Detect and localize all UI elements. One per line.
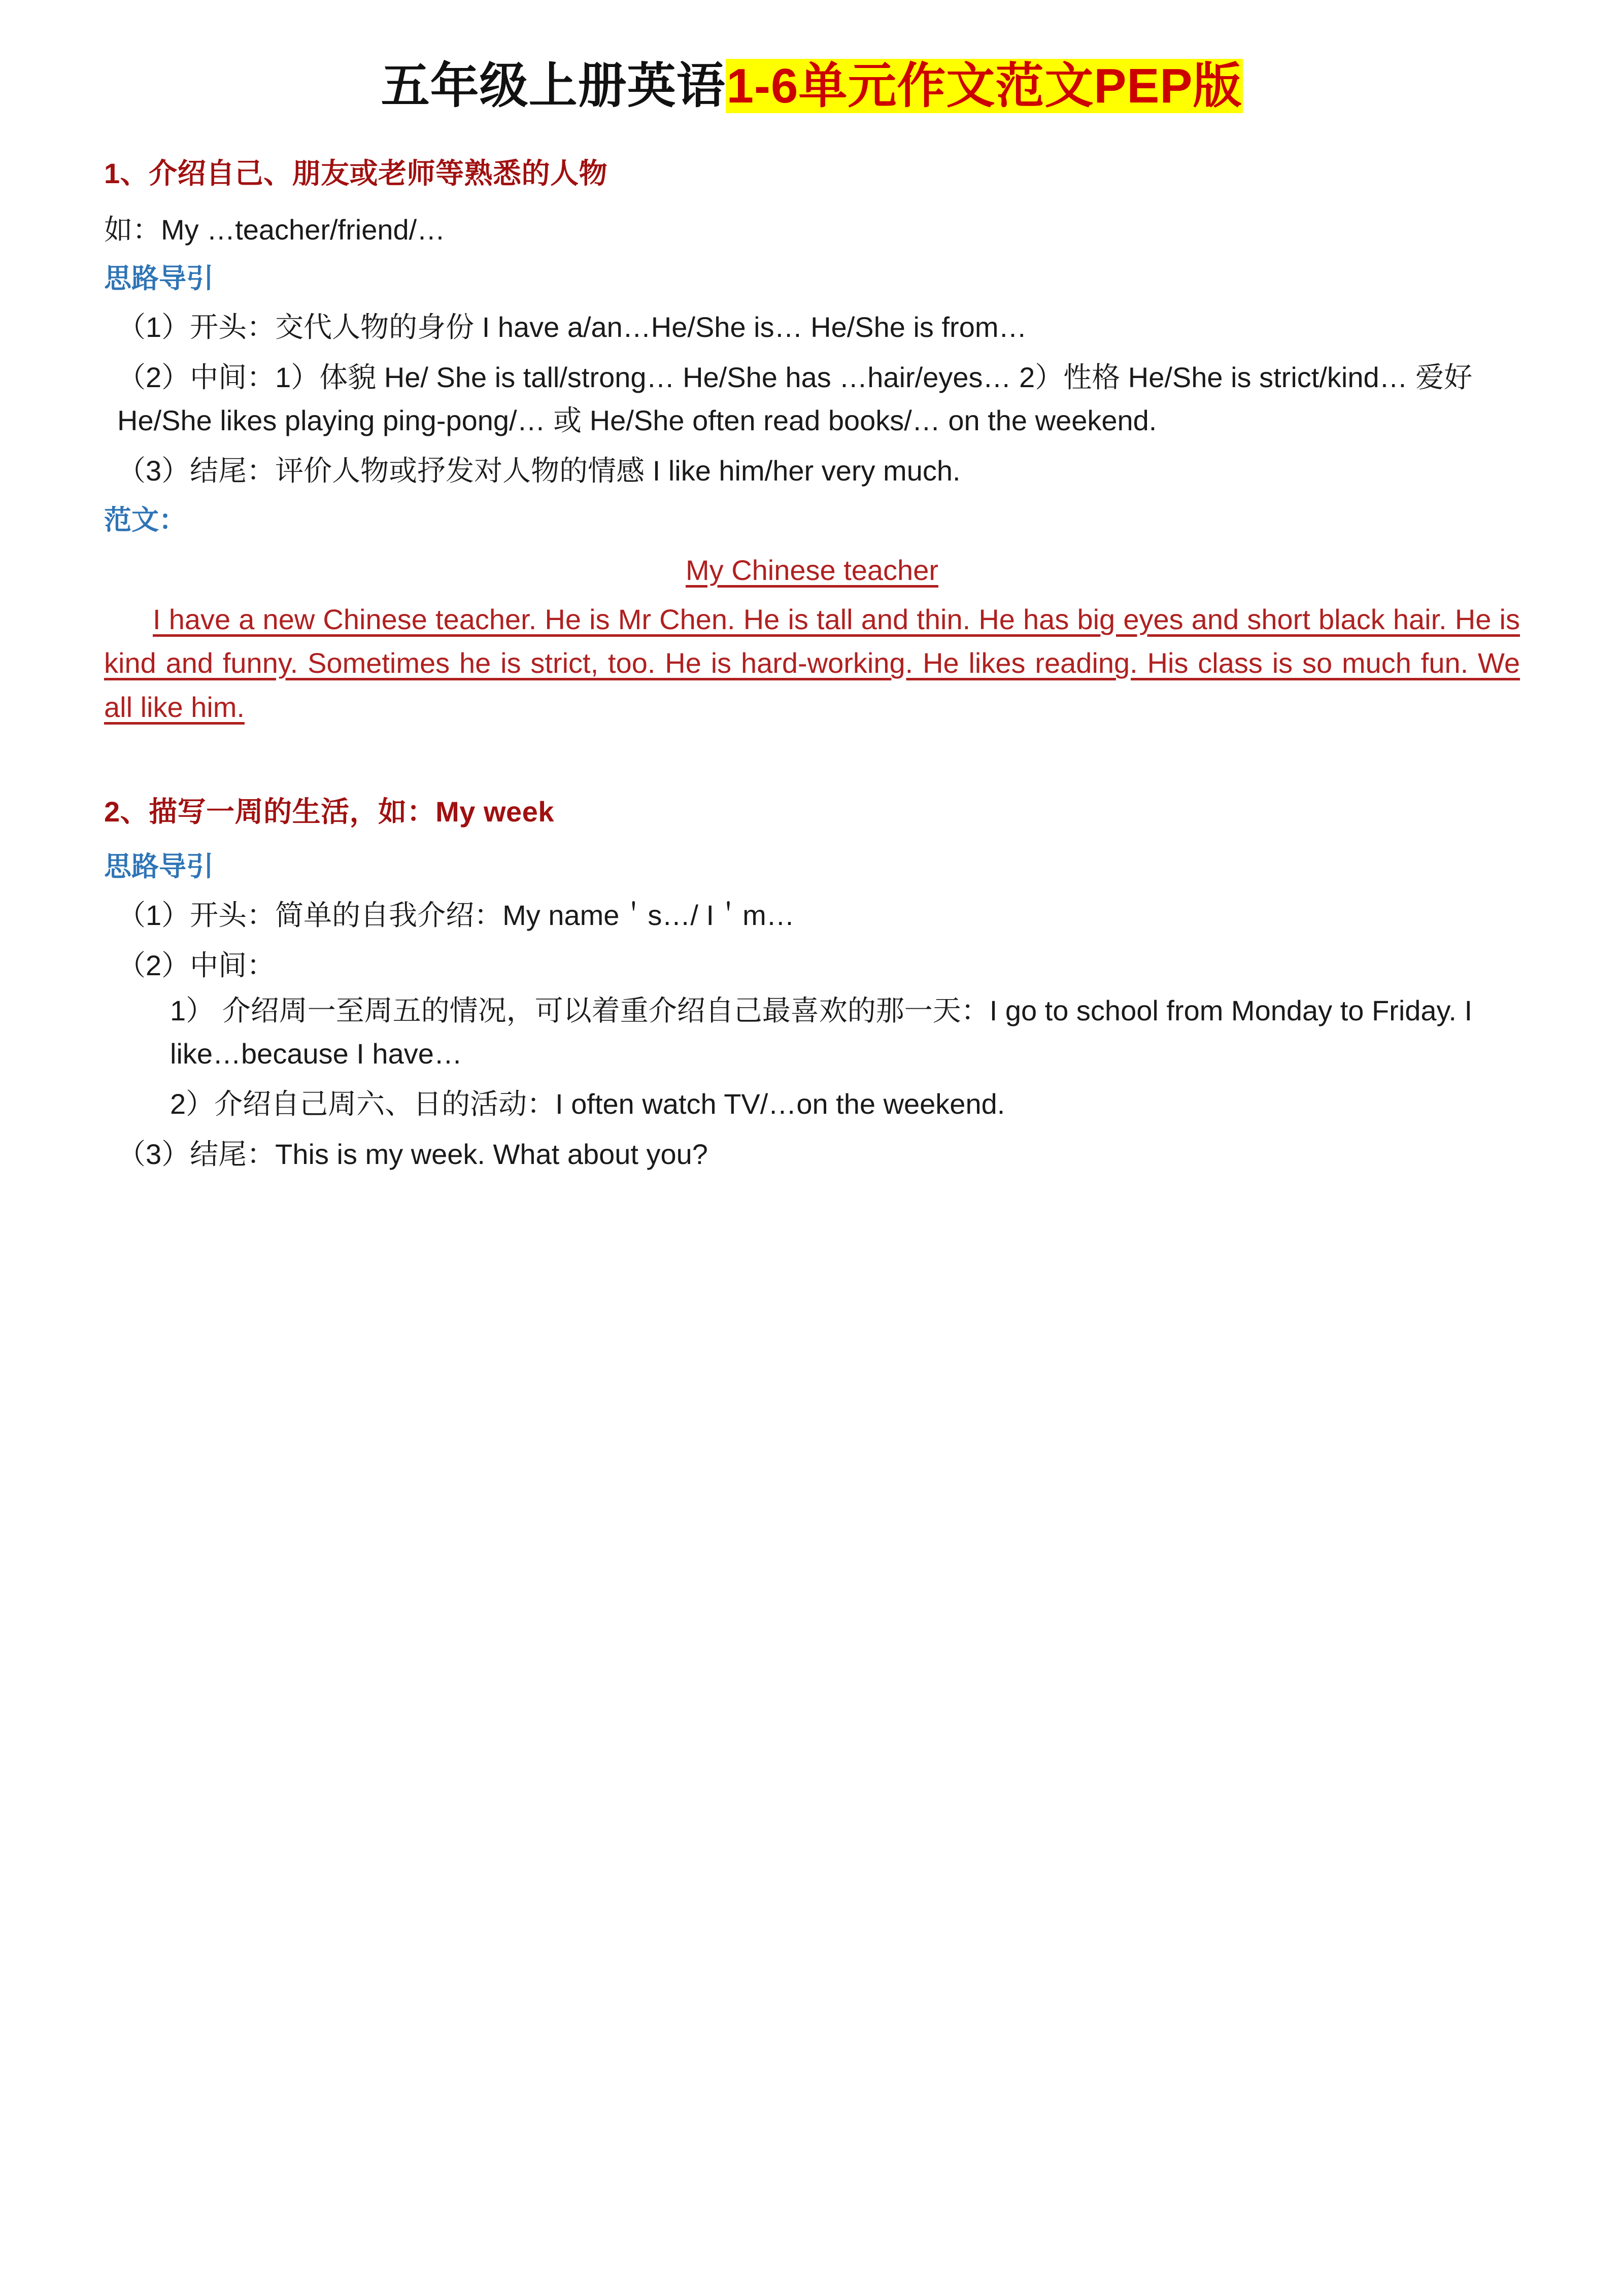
page-title [104,56,1520,117]
section-2-guide-line-1: （1）开头：简单的自我介绍：My name＇s…/ I＇m… [117,899,795,931]
section-2-guide-line-2: （2）中间： [117,949,276,982]
section-1-guide-line-3: （3）结尾：评价人物或抒发对人物的情感 I like him/her very much. [117,455,961,487]
section-1-guide-label: 思路导引 [104,263,214,294]
section-2-guide-line-3: 1） 介绍周一至周五的情况，可以着重介绍自己最喜欢的那一天：I go to school from Monday to Friday. I like…because I have… [170,995,1473,1070]
section-2-guide-label: 思路导引 [104,851,214,882]
section-2-guide-line-4: 2）介绍自己周六、日的活动：I often watch TV/…on the weekend. [170,1088,1005,1120]
section-1-sample-body [104,598,1520,730]
section-1-sample-title: My Chinese teacher [685,554,938,586]
section-1-heading: 1、介绍自己、朋友或老师等熟悉的人物 [104,157,608,189]
section-1-guide-line-1: （1）开头：交代人物的身份 I have a/an…He/She is… He/She is from… [117,311,1027,344]
section-1-guide-line-2: （2）中间：1）体貌 He/ She is tall/strong… He/She has …hair/eyes… 2）性格 He/She is strict/kind… 爱好 He/She likes playing ping-pong/… 或 He/She often read books/… on the weekend. [117,361,1473,437]
section-2-heading: 2、描写一周的生活，如：My week [104,795,554,828]
section-1 [104,152,1520,730]
section-2-guide-line-5: （3）结尾：This is my week. What about you? [117,1138,708,1171]
essay-text: I have a new Chinese teacher. He is Mr Chen. He is tall and thin. He has big eyes and short black hair. He is kind and funny. Sometimes he is strict, too. He is hard-working. He likes reading. His class is so much fun. We all like him. [104,603,1520,724]
section-1-sample-label: 范文： [104,504,186,535]
section-gap [104,730,1520,791]
title-highlighted-part: 1-6单元作文范文PEP版 [726,59,1242,113]
section-1-topic-line: 如：My …teacher/friend/… [104,214,446,246]
section-2 [104,791,1520,1176]
title-black-part: 五年级上册英语 [381,59,726,113]
